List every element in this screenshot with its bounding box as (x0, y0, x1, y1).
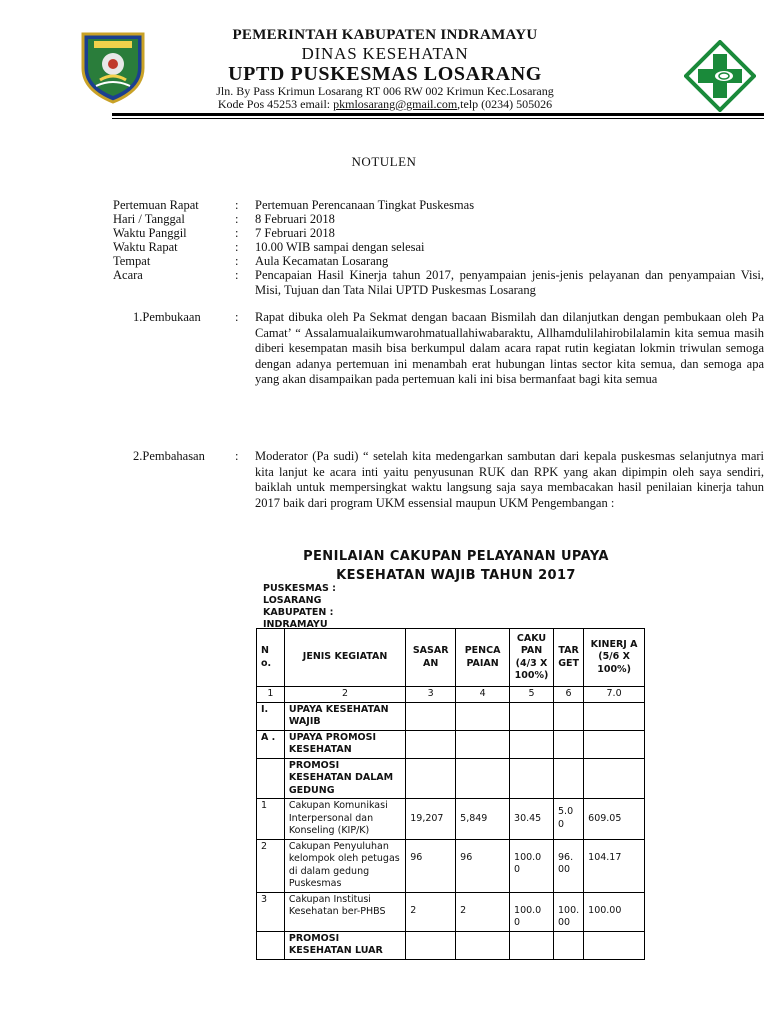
contact-prefix: Kode Pos 45253 email: (217, 97, 334, 111)
header-cakupan: CAKU PAN (4/3 X 100%) (510, 629, 554, 687)
cell-kinerja (584, 702, 645, 730)
table-row (257, 730, 645, 758)
field-label: Waktu Rapat (113, 240, 178, 254)
cell-kinerja: 100.00 (584, 892, 645, 931)
cell-sasaran (406, 730, 456, 758)
cell-jenis: UPAYA PROMOSI KESEHATAN (284, 730, 405, 758)
field-label: Tempat (113, 254, 151, 268)
column-number: 6 (554, 687, 584, 703)
cell-no: 3 (257, 892, 285, 931)
cell-pencapaian (456, 931, 510, 959)
meta-line: LOSARANG (263, 595, 322, 606)
cell-kinerja: 609.05 (584, 799, 645, 840)
field-value: Pertemuan Perencanaan Tingkat Puskesmas (255, 198, 475, 212)
cell-jenis: UPAYA KESEHATAN WAJIB (284, 702, 405, 730)
header-target: TAR GET (554, 629, 584, 687)
cell-sasaran (406, 758, 456, 799)
table-row (257, 702, 645, 730)
field-label: Pertemuan Rapat (113, 198, 199, 212)
assessment-title-line2: KESEHATAN WAJIB TAHUN 2017 (336, 568, 576, 583)
section-text: Rapat dibuka oleh Pa Sekmat dengan bacaan Bismilah dan dilanjutkan dengan pembukaan oleh Pa Camat’ “ Assalamualaikumwarohmatuallahiwabaraktu, Allhamdulilahirobilalamin kita semua masih diberi kesempatan masih bisa berkumpul dalam acara rapat rutin kegiatan lokmin triwulan semoga dengan adanya pertemuan ini menambah erat hubungan lintas sector kita semua, dan semoga apa yang akan disampaikan pada pertemuan kali ini bisa bermanfaat bagi kita semua (255, 310, 764, 386)
meta-line: INDRAMAYU (263, 619, 328, 630)
cell-sasaran (406, 702, 456, 730)
table-row (257, 799, 645, 840)
cell-target (554, 931, 584, 959)
cell-jenis: Cakupan Komunikasi Interpersonal dan Konseling (KIP/K) (284, 799, 405, 840)
field-colon: : (235, 212, 239, 226)
header-address: Jln. By Pass Krimun Losarang RT 006 RW 002 Krimun Kec.Losarang (216, 84, 554, 98)
cell-target: 96. 00 (554, 839, 584, 892)
assessment-table (256, 628, 645, 960)
header-pencapaian: PENCA PAIAN (456, 629, 510, 687)
column-number: 1 (257, 687, 285, 703)
header-sasaran: SASAR AN (406, 629, 456, 687)
header-no: N o. (257, 629, 285, 687)
cell-kinerja (584, 730, 645, 758)
header-unit: UPTD PUSKESMAS LOSARANG (228, 63, 542, 85)
field-colon: : (235, 254, 239, 268)
cell-sasaran: 2 (406, 892, 456, 931)
field-colon: : (235, 226, 239, 240)
cell-pencapaian: 5,849 (456, 799, 510, 840)
column-number: 7.0 (584, 687, 645, 703)
cell-no: 1 (257, 799, 285, 840)
cell-target: 5.0 0 (554, 799, 584, 840)
cell-cakupan: 100.0 0 (510, 839, 554, 892)
section-label: 2.Pembahasan (133, 449, 205, 463)
field-colon: : (235, 268, 239, 282)
puskesmas-cross-icon (684, 40, 756, 112)
section-colon: : (235, 310, 239, 324)
assessment-title (256, 547, 656, 585)
section-label: 1.Pembukaan (133, 310, 201, 324)
cell-sasaran (406, 931, 456, 959)
field-label: Acara (113, 268, 143, 282)
cell-kinerja (584, 931, 645, 959)
header-agency: DINAS KESEHATAN (301, 44, 469, 63)
cell-pencapaian (456, 702, 510, 730)
column-number: 2 (284, 687, 405, 703)
cell-sasaran: 19,207 (406, 799, 456, 840)
cell-cakupan (510, 730, 554, 758)
email-link[interactable]: pkmlosarang@gmail.com (333, 97, 458, 111)
field-value: Aula Kecamatan Losarang (255, 254, 389, 268)
table-row (257, 931, 645, 959)
column-number: 4 (456, 687, 510, 703)
cell-cakupan (510, 758, 554, 799)
table-row (257, 758, 645, 799)
header-kinerja: KINERJ A (5/6 X 100%) (584, 629, 645, 687)
cell-cakupan: 100.0 0 (510, 892, 554, 931)
meta-line: PUSKESMAS : (263, 583, 336, 594)
field-colon: : (235, 240, 239, 254)
cell-no (257, 931, 285, 959)
field-value: 10.00 WIB sampai dengan selesai (255, 240, 425, 254)
cell-pencapaian: 96 (456, 839, 510, 892)
indramayu-regency-crest-icon (78, 28, 148, 104)
field-value: 8 Februari 2018 (255, 212, 335, 226)
field-value: 7 Februari 2018 (255, 226, 335, 240)
meta-line: KABUPATEN : (263, 607, 334, 618)
cell-target (554, 702, 584, 730)
header-contact (150, 97, 620, 112)
cell-jenis: PROMOSI KESEHATAN DALAM GEDUNG (284, 758, 405, 799)
document-title: NOTULEN (351, 154, 417, 169)
cell-kinerja (584, 758, 645, 799)
table-row (257, 839, 645, 892)
cell-no (257, 758, 285, 799)
table-header-row (257, 629, 645, 687)
cell-pencapaian (456, 758, 510, 799)
column-number: 5 (510, 687, 554, 703)
cell-target (554, 758, 584, 799)
cell-cakupan: 30.45 (510, 799, 554, 840)
column-number: 3 (406, 687, 456, 703)
column-number-row (257, 687, 645, 703)
field-value: Pencapaian Hasil Kinerja tahun 2017, penyampaian jenis-jenis pelayanan dan penyampaian Visi, Misi, Tujuan dan Tata Nilai UPTD Puskesmas Losarang (255, 268, 764, 297)
cell-no: I. (257, 702, 285, 730)
cell-sasaran: 96 (406, 839, 456, 892)
cell-target (554, 730, 584, 758)
cell-cakupan (510, 702, 554, 730)
contact-suffix: ,telp (0234) 505026 (457, 97, 553, 111)
table-row (257, 892, 645, 931)
assessment-title-line1: PENILAIAN CAKUPAN PELAYANAN UPAYA (303, 549, 609, 564)
header-jenis: JENIS KEGIATAN (284, 629, 405, 687)
section-text: Moderator (Pa sudi) “ setelah kita medengarkan sambutan dari kepala puskesmas selanjutnya mari kita lanjut ke acara inti yaitu penyusunan RUK dan RPK yang akan dipimpin oleh saya sendiri, baiklah untuk mempersingkat waktu langsung saja saya membacakan hasil penilaian kinerja tahun 2017 baik dari program UKM essensial maupun UKM Pengembangan : (255, 449, 764, 510)
section-colon: : (235, 449, 239, 463)
cell-no: A . (257, 730, 285, 758)
cell-pencapaian (456, 730, 510, 758)
cell-jenis: PROMOSI KESEHATAN LUAR (284, 931, 405, 959)
header-divider-thick (112, 113, 764, 116)
cell-jenis: Cakupan Penyuluhan kelompok oleh petugas di dalam gedung Puskesmas (284, 839, 405, 892)
field-label: Hari / Tanggal (113, 212, 185, 226)
cell-target: 100. 00 (554, 892, 584, 931)
cell-no: 2 (257, 839, 285, 892)
cell-pencapaian: 2 (456, 892, 510, 931)
cell-jenis: Cakupan Institusi Kesehatan ber-PHBS (284, 892, 405, 931)
field-colon: : (235, 198, 239, 212)
header-divider-thin (112, 118, 764, 119)
field-label: Waktu Panggil (113, 226, 187, 240)
assessment-meta (263, 583, 336, 631)
header-government: PEMERINTAH KABUPATEN INDRAMAYU (232, 27, 538, 43)
cell-kinerja: 104.17 (584, 839, 645, 892)
cell-cakupan (510, 931, 554, 959)
